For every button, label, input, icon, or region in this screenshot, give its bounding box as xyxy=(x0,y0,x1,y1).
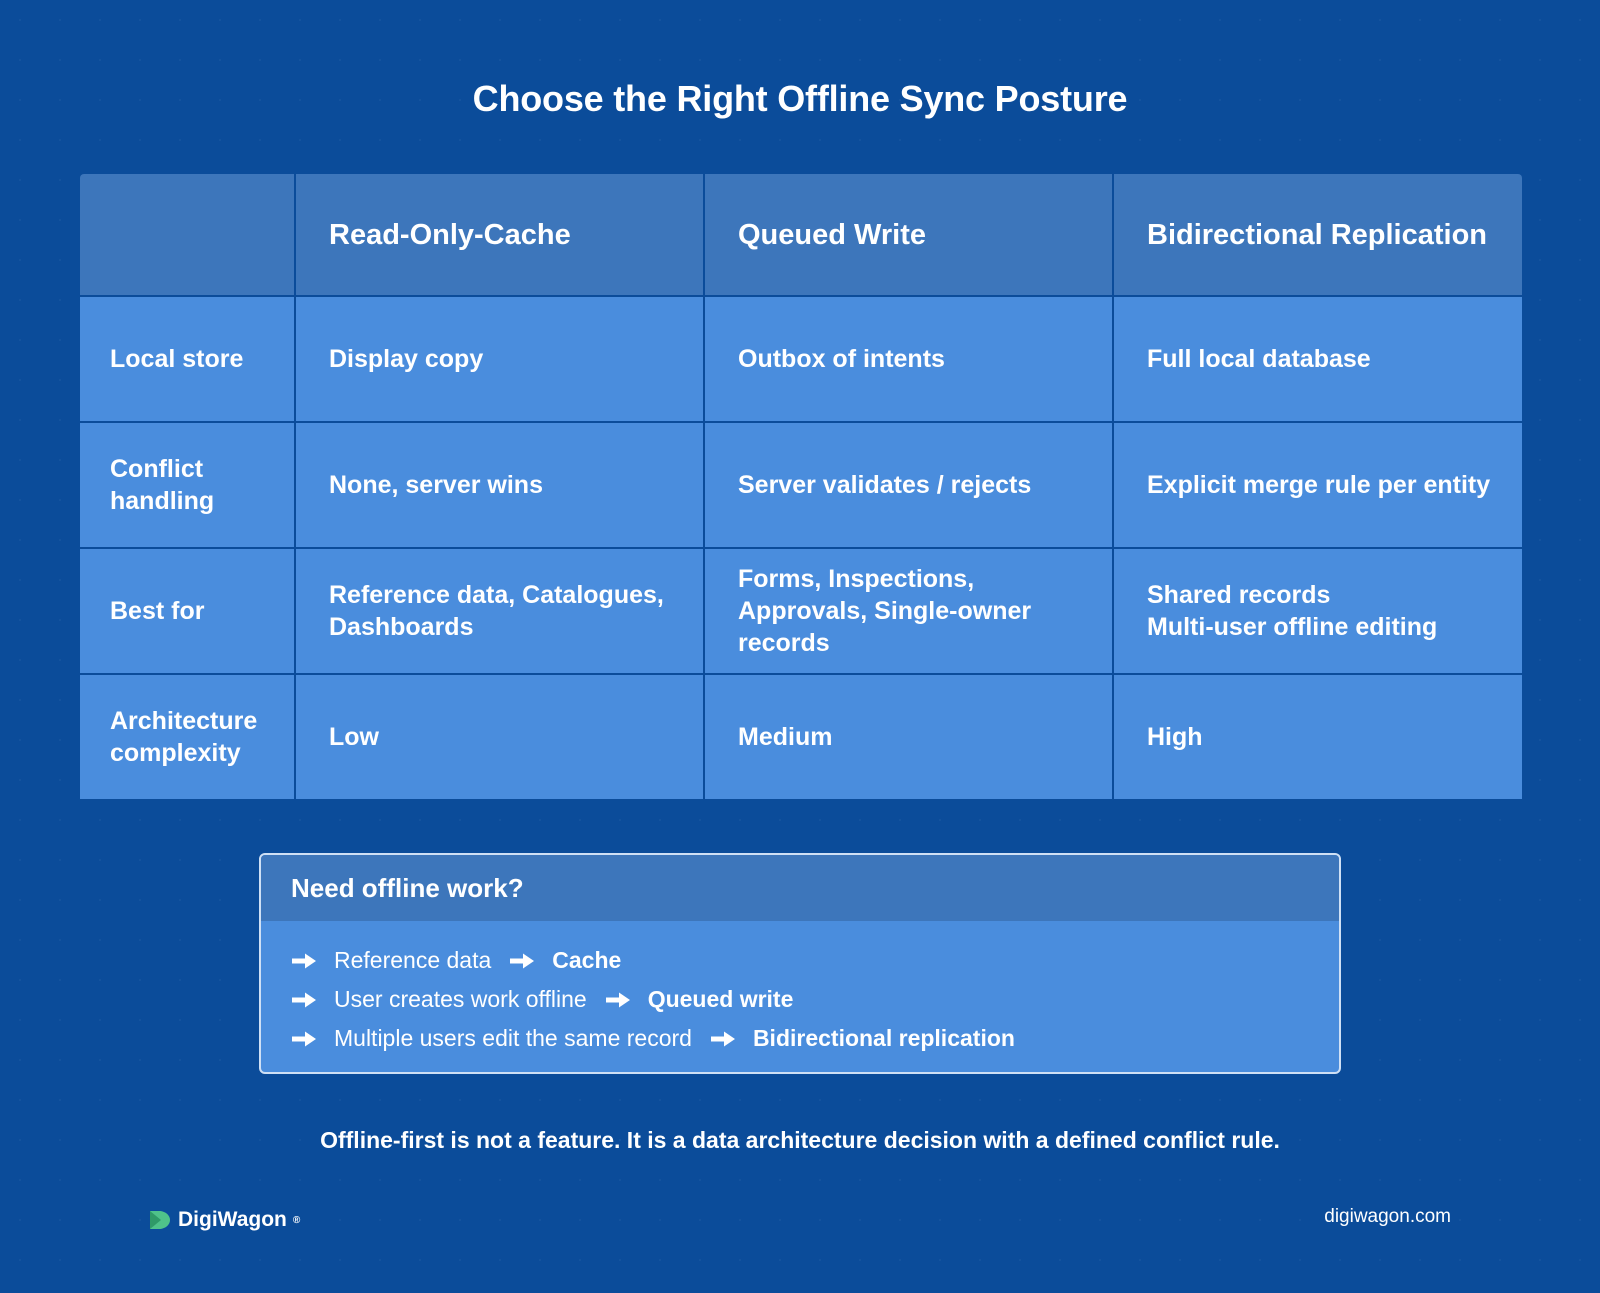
column-header-label: Bidirectional Replication xyxy=(1147,218,1487,251)
arrow-right-icon xyxy=(605,991,631,1009)
table-cell xyxy=(296,675,703,799)
table-cell xyxy=(1114,549,1522,673)
table-cell xyxy=(296,549,703,673)
arrow-right-icon xyxy=(291,991,317,1009)
row-header-label: Conflict handling xyxy=(110,455,215,515)
decision-rule-result: Cache xyxy=(552,947,622,973)
table-corner-cell xyxy=(80,174,294,295)
row-header-label: Architecture complexity xyxy=(110,707,258,767)
arrow-right-icon xyxy=(509,952,535,970)
table-cell-text: Display copy xyxy=(329,345,484,373)
table-cell-text: Server validates / rejects xyxy=(738,471,1032,499)
website-link[interactable]: digiwagon.com xyxy=(1324,1206,1451,1227)
decision-rule xyxy=(291,980,1339,1019)
arrow-right-icon xyxy=(291,1030,317,1048)
decision-rule-result: Queued write xyxy=(647,986,794,1012)
table-cell xyxy=(705,549,1112,673)
digiwagon-logo-icon xyxy=(148,1208,172,1232)
decision-box-rules xyxy=(261,921,1339,1058)
table-cell-text: Full local database xyxy=(1147,345,1371,373)
decision-rule xyxy=(291,941,1339,980)
brand-registered-mark: ® xyxy=(292,1214,301,1226)
row-header-architecture-complexity xyxy=(80,675,294,799)
comparison-table xyxy=(80,174,1522,799)
table-cell-text: Explicit merge rule per entity xyxy=(1147,471,1491,499)
table-cell xyxy=(1114,423,1522,547)
row-header-label: Local store xyxy=(110,345,244,373)
table-cell-text: Forms, Inspections, Approvals, Single-owner records xyxy=(738,565,1032,657)
decision-rule xyxy=(291,1019,1339,1058)
table-cell xyxy=(296,297,703,421)
table-cell-text: Shared records Multi-user offline editing xyxy=(1147,581,1438,641)
table-cell xyxy=(705,675,1112,799)
row-header-best-for xyxy=(80,549,294,673)
column-header-queued-write xyxy=(705,174,1112,295)
table-cell xyxy=(296,423,703,547)
column-header-read-only-cache xyxy=(296,174,703,295)
arrow-right-icon xyxy=(291,952,317,970)
table-cell xyxy=(705,423,1112,547)
decision-rule-condition: User creates work offline xyxy=(334,986,587,1012)
table-cell-text: Outbox of intents xyxy=(738,345,945,373)
row-header-local-store xyxy=(80,297,294,421)
table-cell-text: Reference data, Catalogues, Dashboards xyxy=(329,581,664,641)
page-title: Choose the Right Offline Sync Posture xyxy=(472,78,1128,119)
column-header-label: Read-Only-Cache xyxy=(329,218,571,251)
table-cell xyxy=(1114,297,1522,421)
table-cell-text: Medium xyxy=(738,723,833,751)
column-header-label: Queued Write xyxy=(738,218,926,251)
decision-rule-condition: Multiple users edit the same record xyxy=(334,1025,692,1051)
column-header-bidirectional-replication xyxy=(1114,174,1522,295)
table-cell-text: None, server wins xyxy=(329,471,543,499)
table-cell-text: High xyxy=(1147,723,1203,751)
brand-logo xyxy=(148,1208,300,1232)
table-cell-text: Low xyxy=(329,723,379,751)
tagline: Offline-first is not a feature. It is a data architecture decision with a defined conflict rule. xyxy=(320,1127,1280,1153)
brand-name: DigiWagon xyxy=(178,1208,287,1231)
arrow-right-icon xyxy=(710,1030,736,1048)
table-cell xyxy=(705,297,1112,421)
table-cell xyxy=(1114,675,1522,799)
decision-rule-result: Bidirectional replication xyxy=(752,1025,1015,1051)
decision-box-title: Need offline work? xyxy=(261,855,1339,921)
decision-rule-condition: Reference data xyxy=(334,947,492,973)
decision-box xyxy=(259,853,1341,1074)
row-header-conflict-handling xyxy=(80,423,294,547)
row-header-label: Best for xyxy=(110,597,205,625)
